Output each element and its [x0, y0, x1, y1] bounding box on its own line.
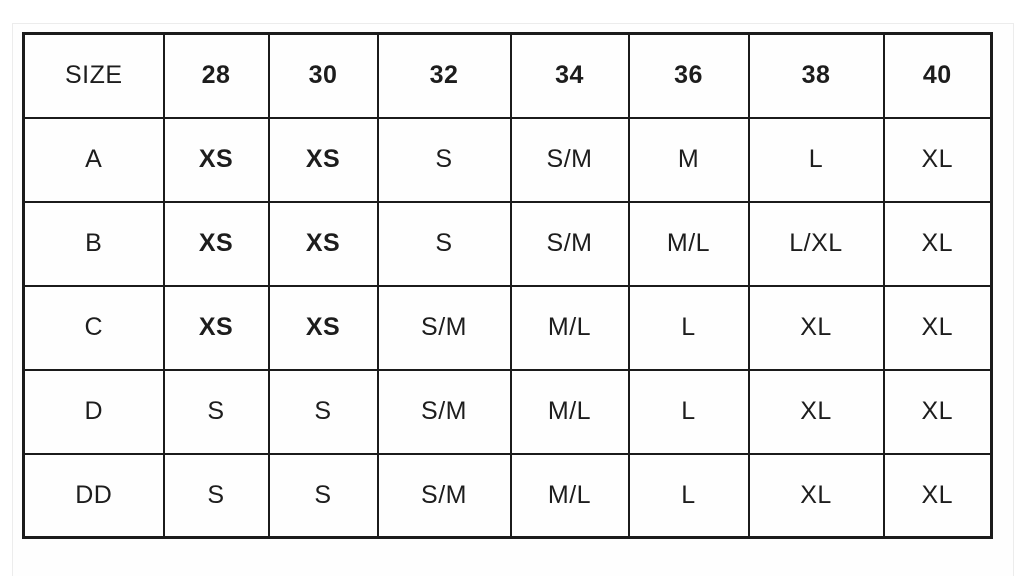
- size-conversion-chart: [22, 32, 993, 539]
- row-label: B: [24, 202, 164, 286]
- size-cell: XS: [269, 118, 378, 202]
- size-cell: S/M: [511, 202, 629, 286]
- size-cell: S: [378, 118, 511, 202]
- column-header-40: 40: [884, 34, 992, 118]
- size-cell: XL: [749, 370, 884, 454]
- column-header-36: 36: [629, 34, 749, 118]
- size-cell: XL: [884, 286, 992, 370]
- size-cell: L: [629, 286, 749, 370]
- size-cell: S/M: [378, 454, 511, 538]
- table-row-b: [24, 202, 992, 286]
- size-cell: XL: [884, 370, 992, 454]
- column-header-28: 28: [164, 34, 269, 118]
- size-cell: S: [269, 370, 378, 454]
- size-cell: XS: [164, 202, 269, 286]
- header-row: [24, 34, 992, 118]
- column-header-34: 34: [511, 34, 629, 118]
- size-cell: L: [629, 370, 749, 454]
- table-row-c: [24, 286, 992, 370]
- row-label: A: [24, 118, 164, 202]
- size-cell: S: [164, 454, 269, 538]
- size-cell: XS: [164, 118, 269, 202]
- size-cell: XL: [749, 454, 884, 538]
- row-label: DD: [24, 454, 164, 538]
- size-cell: XL: [749, 286, 884, 370]
- column-header-32: 32: [378, 34, 511, 118]
- size-cell: S/M: [378, 286, 511, 370]
- column-header-38: 38: [749, 34, 884, 118]
- size-cell: XL: [884, 202, 992, 286]
- size-cell: L/XL: [749, 202, 884, 286]
- table-row-d: [24, 370, 992, 454]
- size-cell: M/L: [511, 286, 629, 370]
- table-row-a: [24, 118, 992, 202]
- size-cell: XS: [269, 286, 378, 370]
- size-cell: XL: [884, 118, 992, 202]
- column-header-30: 30: [269, 34, 378, 118]
- size-cell: XS: [164, 286, 269, 370]
- size-cell: S/M: [378, 370, 511, 454]
- row-label: D: [24, 370, 164, 454]
- size-cell: S/M: [511, 118, 629, 202]
- size-cell: S: [164, 370, 269, 454]
- size-cell: L: [629, 454, 749, 538]
- size-cell: XS: [269, 202, 378, 286]
- size-cell: M/L: [629, 202, 749, 286]
- size-cell: M/L: [511, 370, 629, 454]
- size-cell: S: [378, 202, 511, 286]
- table-row-dd: [24, 454, 992, 538]
- column-header-size: SIZE: [24, 34, 164, 118]
- size-cell: S: [269, 454, 378, 538]
- size-cell: M/L: [511, 454, 629, 538]
- size-cell: XL: [884, 454, 992, 538]
- size-cell: M: [629, 118, 749, 202]
- row-label: C: [24, 286, 164, 370]
- size-cell: L: [749, 118, 884, 202]
